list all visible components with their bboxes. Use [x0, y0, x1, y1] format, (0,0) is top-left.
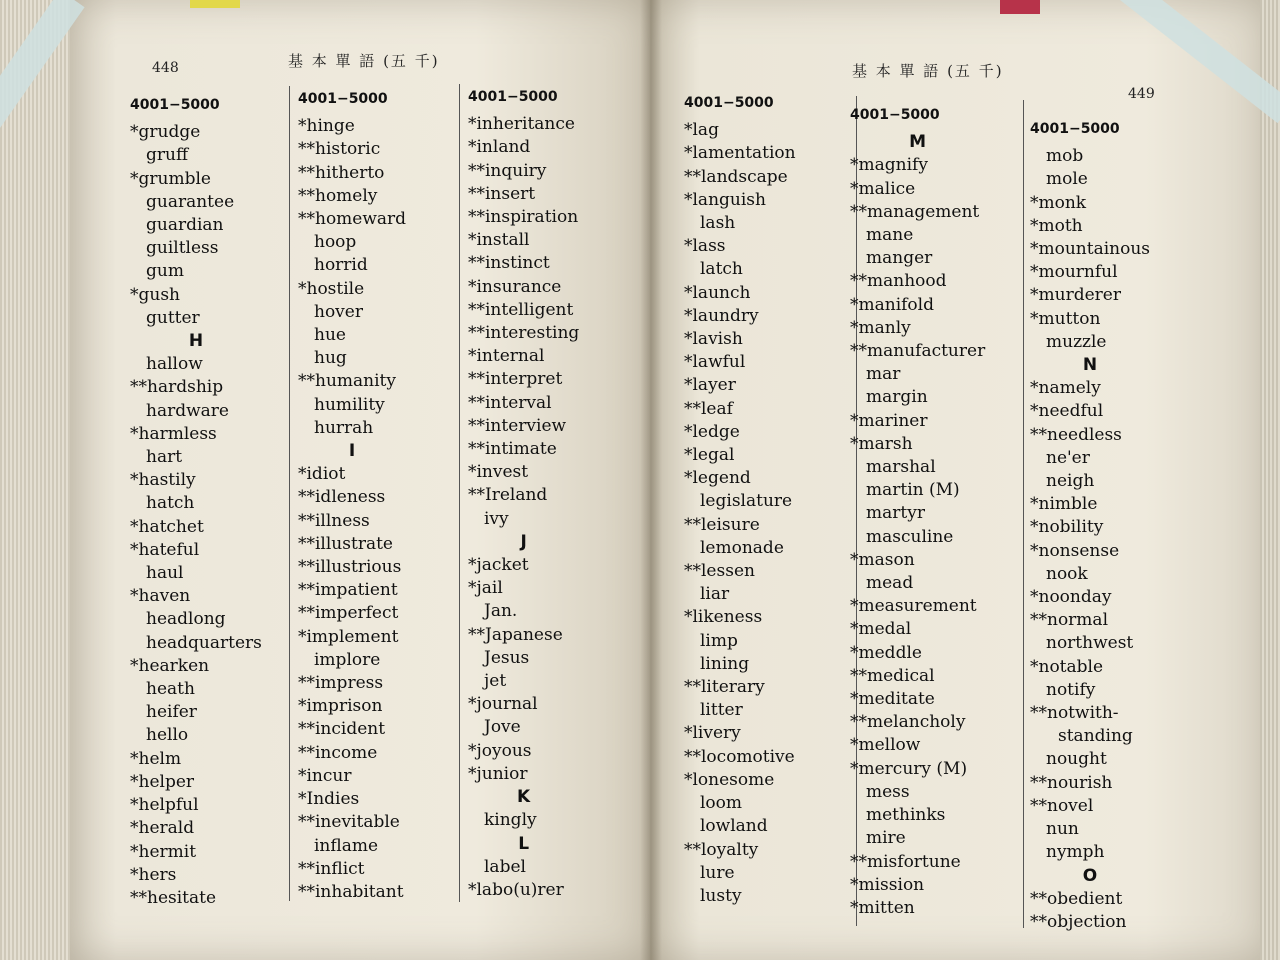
word-entry: **leisure: [684, 514, 760, 535]
column-rule: [1023, 100, 1024, 928]
word-entry: **Japanese: [468, 624, 563, 645]
word-entry: martin (M): [866, 480, 960, 501]
word-entry: **idleness: [298, 487, 386, 508]
left-page-number: 448: [152, 60, 179, 76]
column-heading: 4001−5000: [130, 97, 220, 113]
word-entry: *hers: [130, 864, 177, 885]
column-heading: 4001−5000: [298, 91, 388, 107]
word-entry: heath: [146, 679, 195, 700]
word-entry: Jove: [484, 717, 521, 738]
word-entry: *mercury (M): [850, 758, 968, 779]
word-entry: kingly: [484, 810, 537, 831]
word-entry: *hastily: [130, 470, 196, 491]
word-column: [298, 88, 406, 904]
word-entry: **landscape: [684, 166, 788, 187]
word-entry: marshal: [866, 457, 936, 478]
word-entry: heifer: [146, 702, 197, 723]
word-entry: **nourish: [1030, 772, 1113, 793]
word-entry: *inheritance: [468, 114, 575, 135]
section-letter: J: [520, 531, 527, 552]
word-entry: mess: [866, 781, 910, 802]
column-heading: 4001−5000: [468, 89, 558, 105]
word-entry: *hateful: [130, 539, 200, 560]
right-page-header: 基 本 單 語 (五 千): [852, 62, 1004, 80]
word-entry: **insert: [468, 183, 536, 204]
word-entry: *livery: [684, 723, 741, 744]
word-entry: *malice: [850, 178, 916, 199]
word-entry: **normal: [1030, 610, 1109, 631]
word-entry: masculine: [866, 526, 954, 547]
word-entry: **interview: [468, 415, 567, 436]
word-entry: mar: [866, 364, 901, 385]
word-entry: *idiot: [298, 464, 346, 485]
word-entry: **intimate: [468, 439, 557, 460]
word-entry: **lessen: [684, 561, 755, 582]
word-entry: mire: [866, 828, 906, 849]
word-entry: *mason: [850, 549, 915, 570]
word-entry: hart: [146, 447, 183, 468]
word-entry: *hostile: [298, 278, 365, 299]
column-rule: [459, 84, 460, 902]
section-letter: N: [1082, 355, 1098, 376]
word-entry: **interpret: [468, 369, 563, 390]
word-entry: *manifold: [850, 294, 934, 315]
word-entry: lowland: [700, 816, 768, 837]
word-entry: *marsh: [850, 433, 913, 454]
word-entry: haul: [146, 563, 184, 584]
word-entry: **objection: [1030, 911, 1127, 932]
word-entry: *magnify: [850, 155, 928, 176]
word-entry: *journal: [468, 694, 538, 715]
word-entry: *measurement: [850, 596, 977, 617]
word-entry: *launch: [684, 282, 751, 303]
word-entry: humility: [314, 394, 385, 415]
section-letter: M: [909, 132, 927, 153]
word-entry: standing: [1058, 726, 1133, 747]
word-column: [468, 86, 579, 902]
word-entry: *notable: [1030, 656, 1104, 677]
word-entry: jet: [484, 671, 507, 692]
word-entry: **medical: [850, 665, 935, 686]
word-entry: *hinge: [298, 116, 355, 137]
section-letter: L: [518, 833, 530, 854]
word-entry: *lamentation: [684, 143, 796, 164]
word-entry: *hermit: [130, 841, 197, 862]
word-entry: **manufacturer: [850, 341, 986, 362]
word-entry: ne'er: [1046, 447, 1090, 468]
word-entry: nook: [1046, 563, 1088, 584]
word-entry: *harmless: [130, 423, 217, 444]
word-entry: hello: [146, 725, 189, 746]
word-column: [1030, 118, 1150, 934]
page-edges-right: [1260, 0, 1280, 960]
word-entry: **manhood: [850, 271, 947, 292]
word-entry: **needless: [1030, 424, 1122, 445]
section-letter: K: [517, 787, 531, 808]
word-entry: *install: [468, 230, 530, 251]
word-entry: *incur: [298, 765, 352, 786]
word-entry: **hesitate: [130, 887, 217, 908]
word-entry: **illustrate: [298, 533, 393, 554]
word-entry: gutter: [146, 307, 200, 328]
word-entry: mane: [866, 225, 914, 246]
word-entry: *lawful: [684, 352, 746, 373]
word-entry: *monk: [1030, 192, 1087, 213]
word-entry: **misfortune: [850, 851, 961, 872]
word-entry: neigh: [1046, 471, 1095, 492]
word-entry: *hatchet: [130, 516, 204, 537]
word-entry: nymph: [1046, 842, 1105, 863]
word-entry: *medal: [850, 619, 912, 640]
word-entry: margin: [866, 387, 928, 408]
word-entry: *mellow: [850, 735, 921, 756]
word-entry: horrid: [314, 255, 368, 276]
word-entry: limp: [700, 630, 738, 651]
section-letter: O: [1082, 865, 1098, 886]
word-entry: *manly: [850, 317, 911, 338]
word-entry: mead: [866, 573, 914, 594]
section-letter: I: [348, 441, 356, 462]
column-rule: [289, 86, 290, 901]
word-entry: **illustrious: [298, 557, 402, 578]
word-entry: **inevitable: [298, 812, 400, 833]
word-entry: *internal: [468, 346, 545, 367]
word-entry: northwest: [1046, 633, 1134, 654]
word-entry: **intelligent: [468, 299, 574, 320]
word-entry: **novel: [1030, 795, 1094, 816]
word-entry: *labo(u)rer: [468, 879, 564, 900]
red-cover-edge: [1000, 0, 1040, 14]
word-entry: **humanity: [298, 371, 396, 392]
word-entry: *needful: [1030, 401, 1104, 422]
word-entry: headlong: [146, 609, 226, 630]
word-entry: *grudge: [130, 122, 201, 143]
word-entry: **inquiry: [468, 160, 547, 181]
book-spine: [640, 0, 662, 960]
column-heading: 4001−5000: [684, 95, 774, 111]
column-heading: 4001−5000: [1030, 121, 1120, 137]
word-entry: *noonday: [1030, 587, 1112, 608]
word-entry: *mitten: [850, 897, 915, 918]
word-entry: *gush: [130, 284, 181, 305]
word-entry: lusty: [700, 885, 742, 906]
word-entry: **impress: [298, 673, 384, 694]
word-entry: *layer: [684, 375, 736, 396]
word-entry: **historic: [298, 139, 381, 160]
word-entry: *junior: [468, 763, 528, 784]
column-heading: 4001−5000: [850, 107, 940, 123]
word-entry: *moth: [1030, 215, 1083, 236]
word-entry: hoop: [314, 232, 357, 253]
word-entry: *lag: [684, 120, 719, 141]
word-entry: mob: [1046, 146, 1084, 167]
word-entry: *lavish: [684, 329, 743, 350]
word-entry: *herald: [130, 818, 195, 839]
word-entry: *mission: [850, 874, 925, 895]
word-entry: lemonade: [700, 537, 784, 558]
word-entry: **interval: [468, 392, 552, 413]
word-entry: *invest: [468, 462, 529, 483]
word-entry: methinks: [866, 805, 946, 826]
right-page-number: 449: [1128, 86, 1155, 102]
word-entry: *nobility: [1030, 517, 1104, 538]
word-entry: *lonesome: [684, 769, 775, 790]
word-entry: **loyalty: [684, 839, 759, 860]
word-entry: martyr: [866, 503, 925, 524]
section-letter: H: [188, 331, 204, 352]
word-entry: **hardship: [130, 377, 224, 398]
word-entry: **imperfect: [298, 603, 399, 624]
word-entry: *Indies: [298, 789, 360, 810]
word-entry: guarantee: [146, 191, 235, 212]
word-entry: *haven: [130, 586, 191, 607]
word-entry: gruff: [146, 145, 189, 166]
word-entry: *jail: [468, 578, 503, 599]
word-entry: nun: [1046, 819, 1079, 840]
word-entry: **illness: [298, 510, 370, 531]
word-entry: *helpful: [130, 795, 199, 816]
word-entry: hardware: [146, 400, 229, 421]
word-entry: *mutton: [1030, 308, 1101, 329]
word-entry: guardian: [146, 215, 224, 236]
word-entry: *lass: [684, 236, 726, 257]
yellow-tab: [190, 0, 240, 8]
word-entry: **inspiration: [468, 207, 579, 228]
word-entry: hatch: [146, 493, 195, 514]
word-entry: implore: [314, 649, 381, 670]
word-entry: *joyous: [468, 740, 532, 761]
word-entry: **interesting: [468, 323, 580, 344]
word-entry: lure: [700, 862, 735, 883]
word-entry: **management: [850, 201, 980, 222]
word-entry: gum: [146, 261, 184, 282]
word-entry: **leaf: [684, 398, 733, 419]
word-entry: **homely: [298, 185, 378, 206]
word-entry: **literary: [684, 677, 765, 698]
word-entry: *jacket: [468, 555, 529, 576]
word-entry: **inflict: [298, 858, 365, 879]
word-entry: *likeness: [684, 607, 763, 628]
word-entry: label: [484, 856, 526, 877]
word-entry: hover: [314, 301, 363, 322]
word-entry: Jesus: [484, 647, 530, 668]
word-entry: legislature: [700, 491, 793, 512]
word-entry: loom: [700, 793, 743, 814]
word-entry: **inhabitant: [298, 881, 404, 902]
word-entry: *legend: [684, 468, 751, 489]
word-entry: litter: [700, 700, 743, 721]
word-entry: liar: [700, 584, 730, 605]
word-entry: guiltless: [146, 238, 219, 259]
word-entry: *meditate: [850, 689, 935, 710]
word-entry: **income: [298, 742, 378, 763]
page-edges-left: [0, 0, 70, 960]
word-entry: **Ireland: [468, 485, 548, 506]
word-entry: *implement: [298, 626, 399, 647]
word-entry: *namely: [1030, 378, 1101, 399]
word-entry: *meddle: [850, 642, 922, 663]
word-entry: inflame: [314, 835, 379, 856]
word-entry: *helm: [130, 748, 182, 769]
word-entry: *laundry: [684, 305, 759, 326]
word-entry: lash: [700, 213, 736, 234]
word-entry: *imprison: [298, 696, 383, 717]
word-entry: **melancholy: [850, 712, 966, 733]
word-column: [130, 94, 262, 910]
word-entry: *mountainous: [1030, 239, 1151, 260]
word-entry: hug: [314, 348, 347, 369]
word-entry: *mariner: [850, 410, 928, 431]
word-entry: headquarters: [146, 632, 262, 653]
word-entry: **instinct: [468, 253, 550, 274]
word-entry: *hearken: [130, 655, 210, 676]
left-page-header: 基 本 單 語 (五 千): [288, 52, 440, 70]
word-entry: manger: [866, 248, 933, 269]
word-entry: *mournful: [1030, 262, 1118, 283]
word-entry: lining: [700, 653, 750, 674]
word-entry: notify: [1046, 679, 1096, 700]
word-entry: latch: [700, 259, 743, 280]
word-entry: hue: [314, 325, 346, 346]
word-column: [684, 92, 796, 908]
word-entry: *ledge: [684, 421, 740, 442]
word-entry: mole: [1046, 169, 1088, 190]
word-entry: ivy: [484, 508, 509, 529]
word-entry: *nonsense: [1030, 540, 1120, 561]
word-entry: *insurance: [468, 276, 562, 297]
word-entry: **impatient: [298, 580, 398, 601]
word-entry: **locomotive: [684, 746, 795, 767]
word-entry: *murderer: [1030, 285, 1121, 306]
word-entry: muzzle: [1046, 331, 1107, 352]
word-entry: *legal: [684, 445, 735, 466]
word-entry: *helper: [130, 771, 195, 792]
word-entry: **notwith-: [1030, 703, 1119, 724]
word-entry: **obedient: [1030, 888, 1123, 909]
word-entry: **homeward: [298, 209, 407, 230]
word-entry: *nimble: [1030, 494, 1098, 515]
word-entry: **incident: [298, 719, 386, 740]
word-entry: **hitherto: [298, 162, 385, 183]
word-entry: *grumble: [130, 168, 211, 189]
word-entry: nought: [1046, 749, 1107, 770]
word-entry: *languish: [684, 189, 766, 210]
word-column: [850, 104, 985, 920]
word-entry: Jan.: [484, 601, 518, 622]
word-entry: *inland: [468, 137, 531, 158]
word-entry: hurrah: [314, 417, 374, 438]
word-entry: hallow: [146, 354, 203, 375]
